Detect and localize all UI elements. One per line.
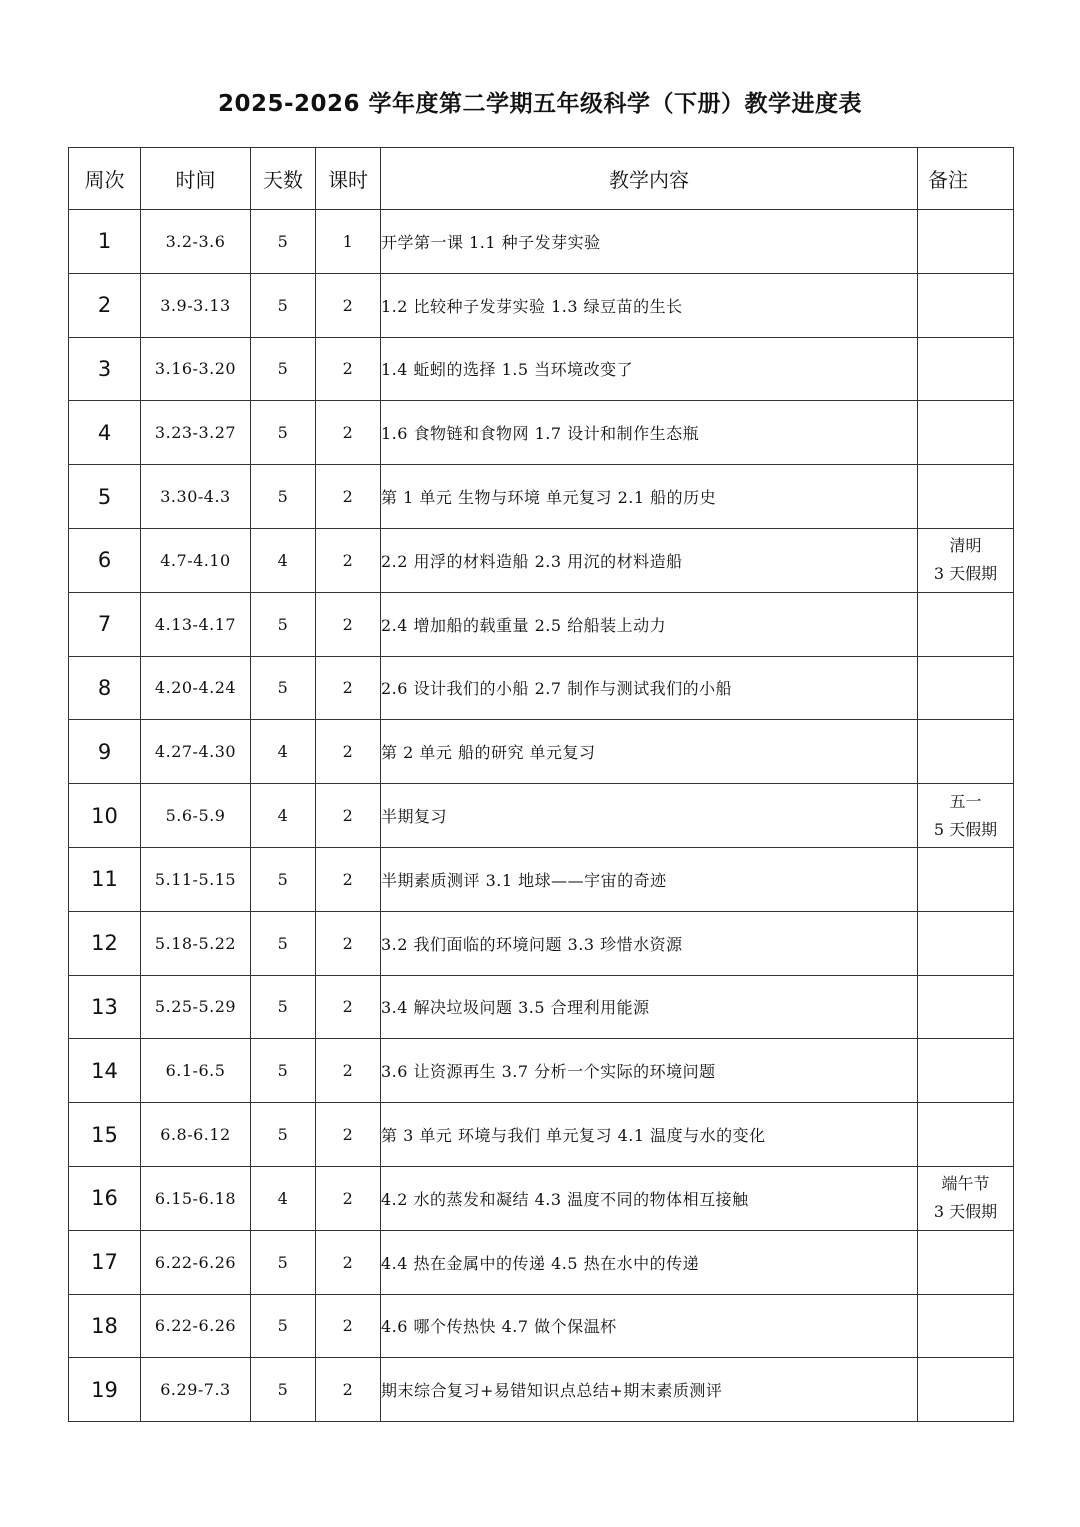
periods-cell: 2 <box>316 1230 381 1294</box>
content-cell: 半期素质测评 3.1 地球——宇宙的奇迹 <box>381 847 918 911</box>
days-cell: 4 <box>251 784 316 848</box>
week-cell: 17 <box>69 1230 141 1294</box>
periods-cell: 2 <box>316 592 381 656</box>
header-week: 周次 <box>69 148 141 210</box>
header-notes: 备注 <box>918 148 1014 210</box>
week-cell: 10 <box>69 784 141 848</box>
notes-cell <box>918 337 1014 401</box>
table-row <box>69 1294 1014 1358</box>
dates-cell: 3.23-3.27 <box>141 401 251 465</box>
dates-cell: 5.6-5.9 <box>141 784 251 848</box>
table-row <box>69 1358 1014 1422</box>
table-row <box>69 911 1014 975</box>
week-cell: 5 <box>69 465 141 529</box>
content-cell: 2.2 用浮的材料造船 2.3 用沉的材料造船 <box>381 528 918 592</box>
notes-cell <box>918 1294 1014 1358</box>
days-cell: 5 <box>251 592 316 656</box>
days-cell: 5 <box>251 401 316 465</box>
periods-cell: 2 <box>316 273 381 337</box>
content-cell: 1.6 食物链和食物网 1.7 设计和制作生态瓶 <box>381 401 918 465</box>
days-cell: 5 <box>251 847 316 911</box>
note-line: 3 天假期 <box>933 564 998 584</box>
content-cell: 3.4 解决垃圾问题 3.5 合理利用能源 <box>381 975 918 1039</box>
notes-cell <box>918 465 1014 529</box>
days-cell: 5 <box>251 656 316 720</box>
table-row <box>69 1103 1014 1167</box>
content-cell: 4.4 热在金属中的传递 4.5 热在水中的传递 <box>381 1230 918 1294</box>
content-cell: 2.6 设计我们的小船 2.7 制作与测试我们的小船 <box>381 656 918 720</box>
days-cell: 5 <box>251 210 316 274</box>
days-cell: 5 <box>251 911 316 975</box>
notes-cell <box>918 210 1014 274</box>
table-row <box>69 592 1014 656</box>
periods-cell: 2 <box>316 465 381 529</box>
week-cell: 15 <box>69 1103 141 1167</box>
periods-cell: 2 <box>316 1294 381 1358</box>
dates-cell: 3.9-3.13 <box>141 273 251 337</box>
periods-cell: 1 <box>316 210 381 274</box>
week-cell: 18 <box>69 1294 141 1358</box>
periods-cell: 2 <box>316 784 381 848</box>
days-cell: 5 <box>251 1103 316 1167</box>
notes-cell <box>918 273 1014 337</box>
dates-cell: 5.25-5.29 <box>141 975 251 1039</box>
notes-cell <box>918 847 1014 911</box>
notes-cell <box>918 528 1014 592</box>
notes-cell <box>918 656 1014 720</box>
schedule-table <box>68 147 1014 1422</box>
dates-cell: 4.7-4.10 <box>141 528 251 592</box>
dates-cell: 6.8-6.12 <box>141 1103 251 1167</box>
week-cell: 19 <box>69 1358 141 1422</box>
content-cell: 4.2 水的蒸发和凝结 4.3 温度不同的物体相互接触 <box>381 1166 918 1230</box>
header-periods: 课时 <box>316 148 381 210</box>
table-row <box>69 337 1014 401</box>
header-content: 教学内容 <box>381 148 918 210</box>
week-cell: 3 <box>69 337 141 401</box>
days-cell: 5 <box>251 337 316 401</box>
content-cell: 3.6 让资源再生 3.7 分析一个实际的环境问题 <box>381 1039 918 1103</box>
week-cell: 13 <box>69 975 141 1039</box>
week-cell: 11 <box>69 847 141 911</box>
content-cell: 1.2 比较种子发芽实验 1.3 绿豆苗的生长 <box>381 273 918 337</box>
week-cell: 2 <box>69 273 141 337</box>
content-cell: 4.6 哪个传热快 4.7 做个保温杯 <box>381 1294 918 1358</box>
periods-cell: 2 <box>316 720 381 784</box>
days-cell: 5 <box>251 1294 316 1358</box>
notes-cell <box>918 1166 1014 1230</box>
dates-cell: 4.20-4.24 <box>141 656 251 720</box>
dates-cell: 4.13-4.17 <box>141 592 251 656</box>
week-cell: 9 <box>69 720 141 784</box>
week-cell: 14 <box>69 1039 141 1103</box>
dates-cell: 6.1-6.5 <box>141 1039 251 1103</box>
days-cell: 5 <box>251 1358 316 1422</box>
week-cell: 6 <box>69 528 141 592</box>
periods-cell: 2 <box>316 656 381 720</box>
periods-cell: 2 <box>316 337 381 401</box>
table-row <box>69 1039 1014 1103</box>
days-cell: 5 <box>251 975 316 1039</box>
week-cell: 12 <box>69 911 141 975</box>
notes-cell <box>918 1039 1014 1103</box>
dates-cell: 6.22-6.26 <box>141 1230 251 1294</box>
periods-cell: 2 <box>316 911 381 975</box>
table-row <box>69 975 1014 1039</box>
table-row <box>69 720 1014 784</box>
header-days: 天数 <box>251 148 316 210</box>
notes-cell <box>918 911 1014 975</box>
content-cell: 3.2 我们面临的环境问题 3.3 珍惜水资源 <box>381 911 918 975</box>
dates-cell: 5.11-5.15 <box>141 847 251 911</box>
notes-cell <box>918 975 1014 1039</box>
content-cell: 第 3 单元 环境与我们 单元复习 4.1 温度与水的变化 <box>381 1103 918 1167</box>
dates-cell: 3.16-3.20 <box>141 337 251 401</box>
table-row <box>69 1230 1014 1294</box>
content-cell: 期末综合复习+易错知识点总结+期末素质测评 <box>381 1358 918 1422</box>
table-row <box>69 465 1014 529</box>
content-cell: 第 1 单元 生物与环境 单元复习 2.1 船的历史 <box>381 465 918 529</box>
notes-cell <box>918 1358 1014 1422</box>
periods-cell: 2 <box>316 847 381 911</box>
periods-cell: 2 <box>316 1103 381 1167</box>
days-cell: 5 <box>251 273 316 337</box>
week-cell: 7 <box>69 592 141 656</box>
table-header-row <box>69 148 1014 210</box>
periods-cell: 2 <box>316 1166 381 1230</box>
note-line: 五一 <box>949 791 982 811</box>
week-cell: 1 <box>69 210 141 274</box>
dates-cell: 6.15-6.18 <box>141 1166 251 1230</box>
table-row <box>69 1166 1014 1230</box>
periods-cell: 2 <box>316 1039 381 1103</box>
table-row <box>69 656 1014 720</box>
days-cell: 5 <box>251 465 316 529</box>
days-cell: 4 <box>251 720 316 784</box>
content-cell: 1.4 蚯蚓的选择 1.5 当环境改变了 <box>381 337 918 401</box>
week-cell: 8 <box>69 656 141 720</box>
content-cell: 2.4 增加船的载重量 2.5 给船装上动力 <box>381 592 918 656</box>
content-cell: 开学第一课 1.1 种子发芽实验 <box>381 210 918 274</box>
table-row <box>69 401 1014 465</box>
notes-cell <box>918 720 1014 784</box>
periods-cell: 2 <box>316 528 381 592</box>
notes-cell <box>918 401 1014 465</box>
week-cell: 16 <box>69 1166 141 1230</box>
page-title: 2025-2026 学年度第二学期五年级科学（下册）教学进度表 <box>217 91 863 117</box>
periods-cell: 2 <box>316 1358 381 1422</box>
notes-cell <box>918 1103 1014 1167</box>
schedule-body <box>69 210 1014 1422</box>
note-line: 5 天假期 <box>933 819 998 839</box>
note-line: 端午节 <box>941 1174 990 1194</box>
table-row <box>69 784 1014 848</box>
dates-cell: 6.22-6.26 <box>141 1294 251 1358</box>
dates-cell: 4.27-4.30 <box>141 720 251 784</box>
notes-cell <box>918 1230 1014 1294</box>
days-cell: 5 <box>251 1039 316 1103</box>
dates-cell: 3.30-4.3 <box>141 465 251 529</box>
table-row <box>69 210 1014 274</box>
periods-cell: 2 <box>316 975 381 1039</box>
week-cell: 4 <box>69 401 141 465</box>
content-cell: 第 2 单元 船的研究 单元复习 <box>381 720 918 784</box>
dates-cell: 5.18-5.22 <box>141 911 251 975</box>
notes-cell <box>918 592 1014 656</box>
table-row <box>69 847 1014 911</box>
dates-cell: 3.2-3.6 <box>141 210 251 274</box>
table-row <box>69 273 1014 337</box>
note-line: 清明 <box>949 536 982 556</box>
content-cell: 半期复习 <box>381 784 918 848</box>
notes-cell <box>918 784 1014 848</box>
note-line: 3 天假期 <box>933 1202 998 1222</box>
periods-cell: 2 <box>316 401 381 465</box>
header-dates: 时间 <box>141 148 251 210</box>
table-row <box>69 528 1014 592</box>
days-cell: 4 <box>251 528 316 592</box>
days-cell: 4 <box>251 1166 316 1230</box>
dates-cell: 6.29-7.3 <box>141 1358 251 1422</box>
days-cell: 5 <box>251 1230 316 1294</box>
